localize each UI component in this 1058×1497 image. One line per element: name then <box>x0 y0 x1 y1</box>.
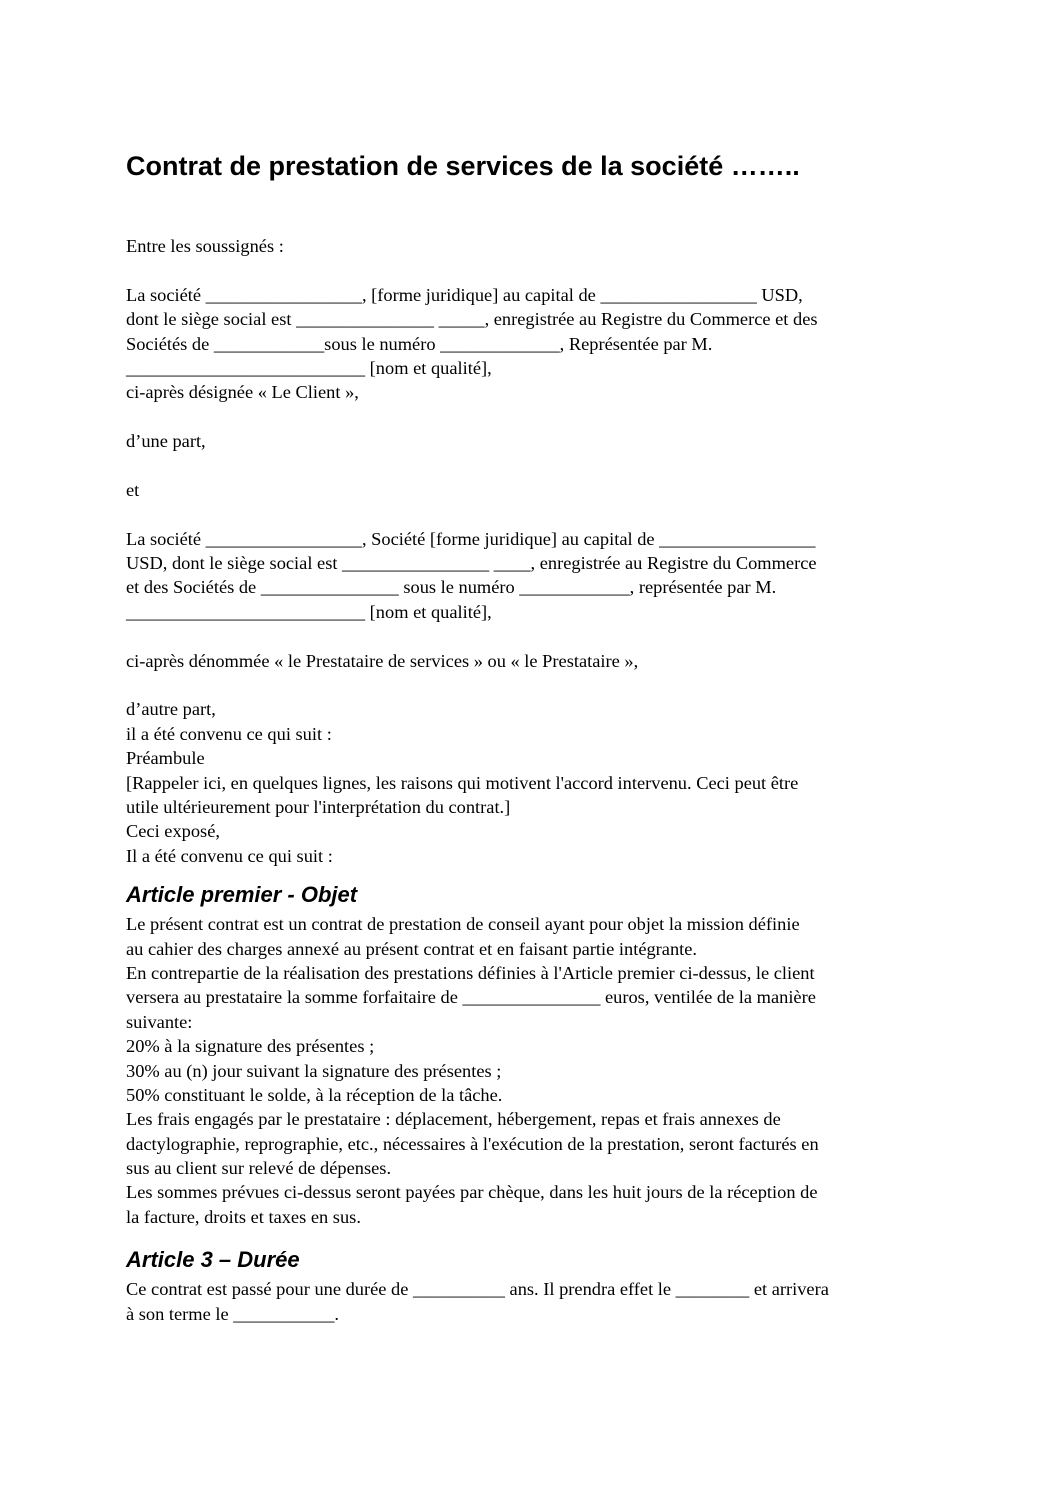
text-line: dactylographie, reprographie, etc., nécessaires à l'exécution de la prestation, seront facturés en <box>126 1133 819 1154</box>
document-body <box>126 148 936 1326</box>
et-text: et <box>126 479 140 500</box>
text-line: Le présent contrat est un contrat de prestation de conseil ayant pour objet la mission définie <box>126 914 800 935</box>
text-line: 50% constituant le solde, à la réception de la tâche. <box>126 1084 503 1105</box>
text-line: ci-après désignée « Le Client », <box>126 382 359 403</box>
text-line: Préambule <box>126 748 205 769</box>
preamble-paragraph <box>126 697 936 868</box>
text-line: au cahier des charges annexé au présent contrat et en faisant partie intégrante. <box>126 938 698 959</box>
article1-heading: Article premier - Objet <box>126 882 358 908</box>
provider-designation: ci-après dénommée « le Prestataire de services » ou « le Prestataire », <box>126 650 639 671</box>
text-line: la facture, droits et taxes en sus. <box>126 1206 361 1227</box>
text-line: sus au client sur relevé de dépenses. <box>126 1158 392 1179</box>
text-line: Ce contrat est passé pour une durée de __________ ans. Il prendra effet le ________ et arrivera <box>126 1279 829 1300</box>
text-line: 30% au (n) jour suivant la signature des présentes ; <box>126 1060 502 1081</box>
text-line: __________________________ [nom et qualité], <box>126 357 492 378</box>
text-line: versera au prestataire la somme forfaitaire de _______________ euros, ventilée de la manière <box>126 987 816 1008</box>
spacer <box>126 624 936 648</box>
article3-heading: Article 3 – Durée <box>126 1247 300 1273</box>
text-line: __________________________ [nom et qualité], <box>126 601 492 622</box>
spacer <box>126 673 936 697</box>
text-line: La société _________________, Société [forme juridique] au capital de _________________ <box>126 528 816 549</box>
text-line: Il a été convenu ce qui suit : <box>126 845 333 866</box>
text-line: 20% à la signature des présentes ; <box>126 1036 375 1057</box>
spacer <box>126 454 936 478</box>
text-line: utile ultérieurement pour l'interprétation du contrat.] <box>126 796 511 817</box>
une-part-text: d’une part, <box>126 431 206 452</box>
provider-paragraph <box>126 527 936 625</box>
spacer <box>126 405 936 429</box>
article3-body <box>126 1277 936 1326</box>
text-line: USD, dont le siège social est ________________ ____, enregistrée au Registre du Commerce <box>126 553 817 574</box>
text-line: suivante: <box>126 1011 193 1032</box>
document-title: Contrat de prestation de services de la société …….. <box>126 151 800 181</box>
parties-intro: Entre les soussignés : <box>126 236 284 256</box>
text-line: et des Sociétés de _______________ sous le numéro ____________, représentée par M. <box>126 577 777 598</box>
text-line: [Rappeler ici, en quelques lignes, les raisons qui motivent l'accord intervenu. Ceci peut être <box>126 772 799 793</box>
text-line: à son terme le ___________. <box>126 1303 339 1324</box>
client-paragraph <box>126 283 936 405</box>
spacer <box>126 502 936 526</box>
text-line: Sociétés de ____________sous le numéro _____________, Représentée par M. <box>126 333 713 354</box>
text-line: dont le siège social est _______________ _____, enregistrée au Registre du Commerce et des <box>126 309 818 330</box>
text-line: La société _________________, [forme juridique] au capital de _________________ USD, <box>126 284 803 305</box>
text-line: d’autre part, <box>126 699 216 720</box>
text-line: Les frais engagés par le prestataire : déplacement, hébergement, repas et frais annexes de <box>126 1109 781 1130</box>
text-line: il a été convenu ce qui suit : <box>126 723 332 744</box>
article1-body <box>126 912 936 1229</box>
text-line: Ceci exposé, <box>126 821 220 842</box>
text-line: Les sommes prévues ci-dessus seront payées par chèque, dans les huit jours de la réception de <box>126 1182 818 1203</box>
text-line: En contrepartie de la réalisation des prestations définies à l'Article premier ci-dessus, le client <box>126 962 815 983</box>
spacer <box>126 258 936 282</box>
